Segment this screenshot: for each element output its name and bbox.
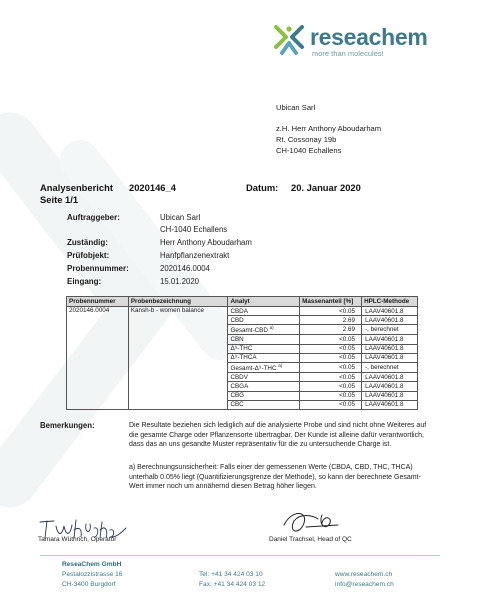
cell-mass-fraction: <0.05 bbox=[300, 382, 362, 391]
header-analyte: Analyt bbox=[228, 297, 300, 307]
table-header-row bbox=[67, 297, 418, 307]
object-value: Hanfpflanzenextrakt bbox=[160, 251, 230, 260]
cell-mass-fraction: 2.69 bbox=[300, 325, 362, 335]
footer-street: Pestalozzistrasse 16 bbox=[62, 571, 123, 578]
remarks-paragraph-1: Die Resultate beziehen sich lediglich auf die analysierte Probe und sind nicht ohne Weiteres auf die gesamte Charge oder Pflanzensorte übertragbar. Der Kunde ist alleine dafür verantwortlich, dass das an uns gesandte Muster repräsentativ für die zu untersuchende Charge ist. bbox=[129, 422, 427, 449]
cell-analyte bbox=[228, 391, 300, 400]
analyte-name: Gesamt-Δ⁹-THC bbox=[230, 365, 277, 373]
footer-email[interactable]: info@reseachem.ch bbox=[335, 581, 394, 588]
table-row bbox=[67, 363, 418, 373]
qc-signature bbox=[278, 505, 348, 539]
responsible-label: Zuständig: bbox=[67, 238, 108, 247]
table-row bbox=[67, 400, 418, 409]
analyte-name: Δ⁹-THC bbox=[230, 345, 253, 353]
cell-mass-fraction: <0.05 bbox=[300, 353, 362, 362]
client-city: CH-1040 Echallens bbox=[160, 225, 228, 234]
header-hplc-method: HPLC-Methode bbox=[362, 297, 418, 307]
cell-sample-name bbox=[128, 363, 228, 373]
footer-company: ReseaChem GmbH bbox=[62, 561, 122, 568]
cell-analyte bbox=[228, 344, 300, 353]
cell-sample-number bbox=[67, 325, 129, 335]
table-row bbox=[67, 335, 418, 344]
cell-hplc-method: LAAV40601.8 bbox=[362, 382, 418, 391]
cell-hplc-method: LAAV40601.8 bbox=[362, 400, 418, 409]
table-row bbox=[67, 307, 418, 316]
cell-mass-fraction: 2.69 bbox=[300, 316, 362, 325]
cell-analyte bbox=[228, 325, 300, 335]
cell-sample-name bbox=[128, 353, 228, 362]
footer-city: CH-3400 Burgdorf bbox=[62, 581, 116, 588]
report-page: Seite 1/1 bbox=[40, 194, 79, 205]
cell-hplc-method: LAAV40601.8 bbox=[362, 316, 418, 325]
remarks-label: Bemerkungen: bbox=[40, 421, 95, 430]
cell-sample-name bbox=[128, 373, 228, 382]
recipient-city: CH-1040 Echallens bbox=[276, 146, 342, 155]
cell-sample-name bbox=[128, 325, 228, 335]
table-row bbox=[67, 382, 418, 391]
cell-sample-number bbox=[67, 344, 129, 353]
client-label: Auftraggeber: bbox=[67, 213, 120, 222]
cell-analyte bbox=[228, 400, 300, 409]
cell-analyte bbox=[228, 316, 300, 325]
footer-phone: Tel: +41 34 424 03 10 bbox=[199, 571, 263, 578]
cell-hplc-method: LAAV40601.8 bbox=[362, 373, 418, 382]
responsible-value: Herr Anthony Aboudarham bbox=[160, 238, 252, 247]
remarks-paragraph-2: a) Berechnungsunsicherheit: Falls einer der gemessenen Werte (CBDA, CBD, THC, THCA) unterhalb 0.05% liegt (Quantifizierungsgrenze der Methode), so kann der berechnete Gesamt-Wert immer noch um annähernd diesen Betrag höher liegen. bbox=[129, 464, 421, 491]
cell-sample-name bbox=[128, 382, 228, 391]
cell-hplc-method: LAAV40601.8 bbox=[362, 344, 418, 353]
footer-divider bbox=[40, 555, 440, 556]
table-row bbox=[67, 344, 418, 353]
analyte-name: CBDA bbox=[230, 307, 248, 315]
cell-hplc-method: LAAV40601.8 bbox=[362, 391, 418, 400]
footer-website[interactable]: www.reseachem.ch bbox=[335, 571, 393, 578]
brand-tagline: more than molecules! bbox=[312, 49, 384, 58]
cell-sample-number bbox=[67, 373, 129, 382]
cell-sample-name bbox=[128, 335, 228, 344]
cell-sample-name: Kansh-b - women balance bbox=[128, 307, 228, 316]
cell-hplc-method: LAAV40601.8 bbox=[362, 353, 418, 362]
table-body bbox=[67, 307, 418, 410]
analyte-name: CBGA bbox=[230, 382, 249, 390]
received-value: 15.01.2020 bbox=[160, 277, 200, 286]
recipient-street: Rt. Cossonay 19b bbox=[276, 135, 337, 144]
cell-analyte bbox=[228, 335, 300, 344]
object-label: Prüfobjekt: bbox=[67, 251, 110, 260]
recipient-attention: z.H. Herr Anthony Aboudarham bbox=[276, 124, 382, 133]
table-row bbox=[67, 316, 418, 325]
received-label: Eingang: bbox=[67, 277, 102, 286]
cell-hplc-method: -, berechnet bbox=[362, 325, 418, 335]
cell-analyte bbox=[228, 353, 300, 362]
analyte-name: CBG bbox=[230, 392, 245, 400]
cell-mass-fraction: <0.05 bbox=[300, 307, 362, 316]
header-sample-name: Probenbezeichnung bbox=[128, 297, 228, 307]
brand-name: reseachem bbox=[310, 24, 428, 50]
table-row bbox=[67, 353, 418, 362]
cell-hplc-method: -, berechnet bbox=[362, 363, 418, 373]
cell-mass-fraction: <0.05 bbox=[300, 400, 362, 409]
cell-sample-name bbox=[128, 391, 228, 400]
analyte-name: Gesamt-CBD bbox=[230, 327, 268, 335]
operator-name: Tamara Wüthrich, Operator bbox=[38, 536, 117, 543]
cell-mass-fraction: <0.05 bbox=[300, 373, 362, 382]
header-mass-fraction: Massenanteil [%] bbox=[300, 297, 362, 307]
cell-sample-number bbox=[67, 391, 129, 400]
cell-analyte bbox=[228, 363, 300, 373]
cell-sample-name bbox=[128, 344, 228, 353]
cell-sample-number bbox=[67, 382, 129, 391]
footnote-marker: a) bbox=[278, 363, 283, 369]
cell-hplc-method: LAAV40601.8 bbox=[362, 307, 418, 316]
cell-hplc-method: LAAV40601.8 bbox=[362, 335, 418, 344]
cell-sample-name bbox=[128, 400, 228, 409]
results-table bbox=[66, 296, 418, 410]
report-number: 2020146_4 bbox=[129, 182, 176, 193]
sample-value: 2020146.0004 bbox=[160, 264, 210, 273]
table-row bbox=[67, 373, 418, 382]
report-label: Analysenbericht bbox=[40, 182, 113, 193]
analyte-name: Δ⁹-THCA bbox=[230, 354, 257, 362]
footnote-marker: a) bbox=[269, 325, 274, 331]
table-row bbox=[67, 391, 418, 400]
analyte-name: CBC bbox=[230, 401, 244, 409]
client-name: Ubican Sarl bbox=[160, 213, 201, 222]
cell-mass-fraction: <0.05 bbox=[300, 344, 362, 353]
analyte-name: CBN bbox=[230, 336, 244, 344]
qc-name: Daniel Trachsel, Head of QC bbox=[269, 536, 352, 543]
sample-label: Probennummer: bbox=[67, 264, 129, 273]
cell-sample-number bbox=[67, 316, 129, 325]
cell-sample-number bbox=[67, 353, 129, 362]
cell-sample-number bbox=[67, 363, 129, 373]
cell-sample-number bbox=[67, 335, 129, 344]
cell-mass-fraction: <0.05 bbox=[300, 363, 362, 373]
header-sample-number: Probennummer bbox=[67, 297, 129, 307]
report-date: 20. Januar 2020 bbox=[291, 182, 361, 193]
date-label: Datum: bbox=[246, 182, 279, 193]
footer-fax: Fax: +41 34 424 03 12 bbox=[199, 581, 266, 588]
cell-sample-name bbox=[128, 316, 228, 325]
cell-sample-number: 2020146.0004 bbox=[67, 307, 129, 316]
reseachem-logo-icon bbox=[272, 23, 306, 57]
cell-mass-fraction: <0.05 bbox=[300, 335, 362, 344]
analyte-name: CBDV bbox=[230, 373, 248, 381]
cell-analyte bbox=[228, 382, 300, 391]
recipient-company: Ubican Sarl bbox=[276, 103, 316, 112]
cell-mass-fraction: <0.05 bbox=[300, 391, 362, 400]
analyte-name: CBD bbox=[230, 316, 244, 324]
cell-sample-number bbox=[67, 400, 129, 409]
cell-analyte bbox=[228, 373, 300, 382]
table-row bbox=[67, 325, 418, 335]
cell-analyte bbox=[228, 307, 300, 316]
company-logo bbox=[272, 23, 428, 63]
